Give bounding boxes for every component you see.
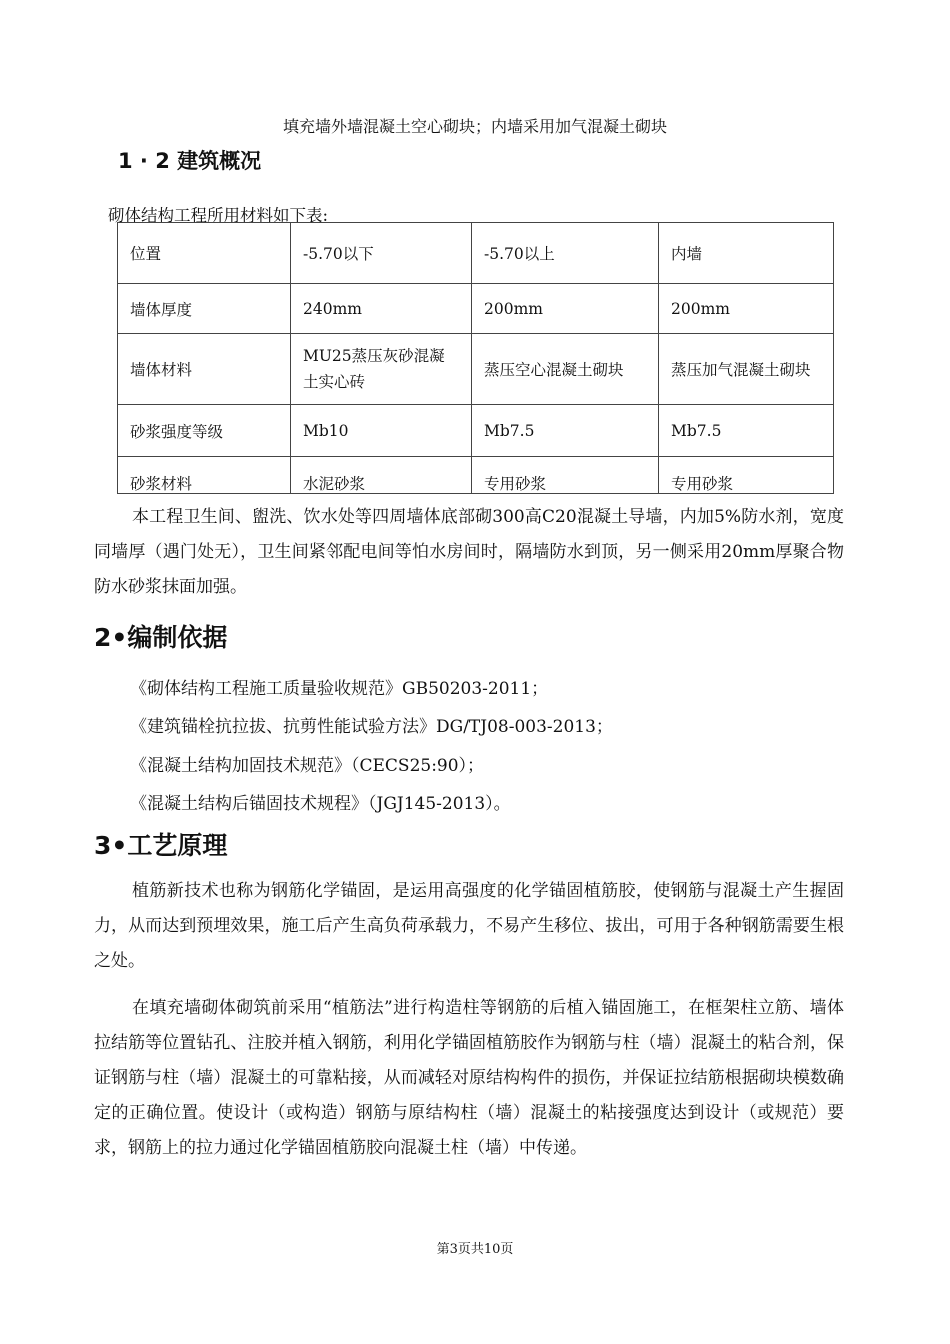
table-cell: 内墙: [659, 223, 834, 284]
table-cell: Mb10: [291, 405, 472, 457]
table-cell: 蒸压空心混凝土砌块: [472, 334, 659, 405]
paragraph-waterproof: 本工程卫生间、盥洗、饮水处等四周墙体底部砌300高C20混凝土导墙，内加5%防水剂，宽度同墙厚（遇门处无），卫生间紧邻配电间等怕水房间时，隔墙防水到顶，另一侧采用20mm厚聚合物防水砂浆抹面加强。: [94, 507, 844, 597]
table-cell: Mb7.5: [659, 405, 834, 457]
section-heading-1-2: 1 · 2 建筑概况: [118, 149, 262, 173]
table-caption: 砌体结构工程所用材料如下表:: [108, 206, 329, 225]
table-cell-text: 水泥砂浆: [303, 475, 366, 493]
section-heading-2: 2•编制依据: [94, 623, 228, 652]
table-cell: 蒸压加气混凝土砌块: [659, 334, 834, 405]
table-row: [118, 405, 834, 457]
reference-item: 《混凝土结构加固技术规范》（CECS25:90）；: [130, 756, 485, 776]
intro-line: 填充墙外墙混凝土空心砌块；内墙采用加气混凝土砌块: [282, 117, 667, 136]
table-cell: Mb7.5: [472, 405, 659, 457]
table-cell: [472, 457, 659, 494]
table-cell: 200mm: [472, 284, 659, 334]
table-cell: -5.70以下: [291, 223, 472, 284]
paragraph-principle-1: 植筋新技术也称为钢筋化学锚固，是运用高强度的化学锚固植筋胶，使钢筋与混凝土产生握固力，从而达到预埋效果，施工后产生高负荷承载力，不易产生移位、拔出，可用于各种钢筋需要生根之处。: [94, 881, 844, 971]
table-row: [118, 334, 834, 405]
reference-item: 《混凝土结构后锚固技术规程》（JGJ145-2013）。: [130, 794, 511, 814]
table-cell: 墙体材料: [118, 334, 291, 405]
table-row: [118, 284, 834, 334]
table-cell: 砂浆强度等级: [118, 405, 291, 457]
table-cell-text: 砂浆材料: [130, 475, 193, 493]
table-cell: [118, 457, 291, 494]
table-cell: -5.70以上: [472, 223, 659, 284]
table-row: [118, 223, 834, 284]
table-cell-text: 专用砂浆: [671, 475, 734, 493]
table-cell: [291, 457, 472, 494]
paragraph-principle-2: 在填充墙砌体砌筑前采用“植筋法”进行构造柱等钢筋的后植入锚固施工，在框架柱立筋、墙体拉结筋等位置钻孔、注胶并植入钢筋，利用化学锚固植筋胶作为钢筋与柱（墙）混凝土的粘合剂，保证钢筋与柱（墙）混凝土的可靠粘接，从而减轻对原结构构件的损伤，并保证拉结筋根据砌块模数确定的正确位置。使设计（或构造）钢筋与原结构柱（墙）混凝土的粘接强度达到设计（或规范）要求，钢筋上的拉力通过化学锚固植筋胶向混凝土柱（墙）中传递。: [94, 998, 844, 1158]
reference-item: 《建筑锚栓抗拉拔、抗剪性能试验方法》DG/TJ08-003-2013；: [130, 717, 613, 737]
table-cell: 240mm: [291, 284, 472, 334]
table-row: [118, 457, 834, 494]
reference-item: 《砌体结构工程施工质量验收规范》GB50203-2011；: [130, 679, 549, 699]
table-cell: 位置: [118, 223, 291, 284]
materials-table: [117, 222, 834, 494]
table-cell: [659, 457, 834, 494]
table-cell-text: 专用砂浆: [484, 475, 547, 493]
table-cell: 墙体厚度: [118, 284, 291, 334]
table-cell: MU25蒸压灰砂混凝土实心砖: [291, 334, 472, 405]
table-cell: 200mm: [659, 284, 834, 334]
page-number: 第3页共10页: [436, 1242, 514, 1257]
section-heading-3: 3•工艺原理: [94, 831, 228, 860]
